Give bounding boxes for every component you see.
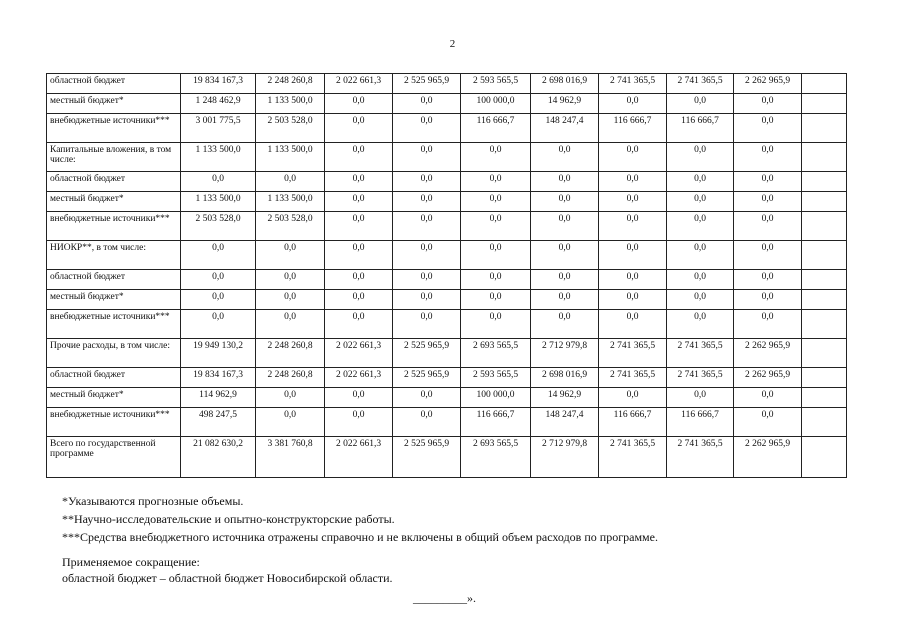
table-cell: 0,0: [734, 388, 802, 408]
row-label: местный бюджет*: [47, 388, 181, 408]
table-cell: 0,0: [667, 94, 734, 114]
table-cell: 14 962,9: [531, 94, 599, 114]
table-cell: 116 666,7: [461, 408, 531, 437]
table-cell: 0,0: [325, 172, 393, 192]
table-cell: 1 133 500,0: [256, 94, 325, 114]
table-row: [47, 437, 847, 478]
row-label: областной бюджет: [47, 172, 181, 192]
table-cell: 0,0: [667, 310, 734, 339]
table-cell: [802, 94, 847, 114]
table-cell: 1 133 500,0: [256, 192, 325, 212]
table-cell: 0,0: [531, 241, 599, 270]
table-cell: 0,0: [325, 270, 393, 290]
table-cell: 2 593 565,5: [461, 74, 531, 94]
table-row: [47, 270, 847, 290]
table-cell: [802, 388, 847, 408]
table-cell: 1 133 500,0: [181, 192, 256, 212]
table-cell: 0,0: [667, 192, 734, 212]
table-cell: 0,0: [393, 388, 461, 408]
table-cell: 0,0: [325, 408, 393, 437]
table-cell: 14 962,9: [531, 388, 599, 408]
table-cell: 0,0: [531, 310, 599, 339]
table-cell: 0,0: [393, 270, 461, 290]
table-row: [47, 368, 847, 388]
table-cell: 0,0: [325, 241, 393, 270]
table-cell: 116 666,7: [667, 114, 734, 143]
table-cell: 1 133 500,0: [181, 143, 256, 172]
table-cell: 0,0: [325, 212, 393, 241]
table-cell: 114 962,9: [181, 388, 256, 408]
table-cell: 2 593 565,5: [461, 368, 531, 388]
row-label: внебюджетные источники***: [47, 114, 181, 143]
table-cell: 0,0: [599, 143, 667, 172]
table-cell: [802, 172, 847, 192]
table-cell: 116 666,7: [599, 408, 667, 437]
table-cell: [802, 408, 847, 437]
table-cell: 2 741 365,5: [667, 339, 734, 368]
table-cell: 0,0: [599, 310, 667, 339]
row-label: Прочие расходы, в том числе:: [47, 339, 181, 368]
table-cell: [802, 310, 847, 339]
table-cell: 0,0: [393, 143, 461, 172]
table-cell: 0,0: [734, 143, 802, 172]
table-cell: 0,0: [181, 290, 256, 310]
table-cell: 148 247,4: [531, 408, 599, 437]
row-label: Всего по государственной программе: [47, 437, 181, 478]
footnote-offbudget: ***Средства внебюджетного источника отражены справочно и не включены в общий объем расходов по программе.: [62, 530, 658, 544]
table-cell: 2 698 016,9: [531, 368, 599, 388]
table-cell: 19 834 167,3: [181, 74, 256, 94]
table-cell: 3 381 760,8: [256, 437, 325, 478]
budget-table: [46, 73, 847, 478]
table-row: [47, 172, 847, 192]
table-cell: 0,0: [393, 212, 461, 241]
table-cell: 0,0: [393, 241, 461, 270]
table-cell: 0,0: [256, 310, 325, 339]
table-cell: 0,0: [734, 290, 802, 310]
table-cell: 2 248 260,8: [256, 339, 325, 368]
table-cell: 0,0: [667, 270, 734, 290]
abbreviation-block: [62, 554, 393, 586]
table-row: [47, 94, 847, 114]
table-cell: 0,0: [667, 212, 734, 241]
row-label: внебюджетные источники***: [47, 310, 181, 339]
table-cell: 2 248 260,8: [256, 74, 325, 94]
table-cell: 2 503 528,0: [181, 212, 256, 241]
table-cell: 0,0: [256, 172, 325, 192]
table-cell: 2 712 979,8: [531, 339, 599, 368]
table-cell: 2 525 965,9: [393, 339, 461, 368]
table-cell: 0,0: [599, 212, 667, 241]
table-cell: 0,0: [531, 143, 599, 172]
row-label: областной бюджет: [47, 368, 181, 388]
table-cell: 2 741 365,5: [667, 368, 734, 388]
table-cell: 2 503 528,0: [256, 212, 325, 241]
table-cell: 0,0: [531, 290, 599, 310]
table-row: [47, 74, 847, 94]
table-cell: [802, 290, 847, 310]
table-row: [47, 310, 847, 339]
table-cell: 498 247,5: [181, 408, 256, 437]
table-cell: 0,0: [256, 241, 325, 270]
table-cell: 2 525 965,9: [393, 437, 461, 478]
abbreviation-title: Применяемое сокращение:: [62, 555, 200, 569]
table-cell: 2 525 965,9: [393, 74, 461, 94]
table-cell: 0,0: [599, 270, 667, 290]
table-cell: 2 741 365,5: [599, 368, 667, 388]
table-cell: 0,0: [393, 408, 461, 437]
table-row: [47, 290, 847, 310]
table-row: [47, 192, 847, 212]
table-cell: 0,0: [181, 310, 256, 339]
table-cell: 2 262 965,9: [734, 368, 802, 388]
table-cell: [802, 114, 847, 143]
table-cell: 0,0: [734, 172, 802, 192]
table-cell: 0,0: [325, 192, 393, 212]
table-cell: 2 248 260,8: [256, 368, 325, 388]
budget-table-body: [47, 74, 847, 478]
table-cell: 19 834 167,3: [181, 368, 256, 388]
table-cell: 0,0: [461, 290, 531, 310]
table-cell: [802, 368, 847, 388]
row-label: местный бюджет*: [47, 290, 181, 310]
footnotes: [62, 492, 658, 546]
table-cell: 0,0: [325, 310, 393, 339]
table-cell: 0,0: [461, 143, 531, 172]
table-cell: 0,0: [599, 192, 667, 212]
table-cell: [802, 212, 847, 241]
table-cell: 2 022 661,3: [325, 368, 393, 388]
table-cell: 0,0: [393, 172, 461, 192]
table-cell: 116 666,7: [599, 114, 667, 143]
table-cell: 0,0: [461, 192, 531, 212]
table-cell: 0,0: [325, 290, 393, 310]
table-cell: 0,0: [599, 388, 667, 408]
table-cell: 0,0: [734, 270, 802, 290]
table-cell: 0,0: [461, 172, 531, 192]
table-cell: 1 248 462,9: [181, 94, 256, 114]
table-cell: 0,0: [599, 241, 667, 270]
table-cell: 116 666,7: [667, 408, 734, 437]
table-cell: 0,0: [531, 270, 599, 290]
abbreviation-text: областной бюджет – областной бюджет Новосибирской области.: [62, 571, 393, 585]
table-cell: 0,0: [393, 94, 461, 114]
table-cell: 2 741 365,5: [599, 74, 667, 94]
table-cell: 100 000,0: [461, 388, 531, 408]
table-cell: 0,0: [667, 241, 734, 270]
table-cell: 0,0: [734, 241, 802, 270]
table-cell: 2 262 965,9: [734, 74, 802, 94]
table-cell: 0,0: [393, 310, 461, 339]
table-cell: [802, 437, 847, 478]
table-cell: 19 949 130,2: [181, 339, 256, 368]
table-row: [47, 241, 847, 270]
table-cell: 0,0: [734, 114, 802, 143]
table-cell: 2 741 365,5: [667, 74, 734, 94]
table-cell: [802, 192, 847, 212]
table-cell: 0,0: [531, 212, 599, 241]
row-label: внебюджетные источники***: [47, 408, 181, 437]
table-cell: 2 022 661,3: [325, 74, 393, 94]
table-cell: 0,0: [325, 143, 393, 172]
table-cell: 0,0: [393, 114, 461, 143]
table-cell: 0,0: [325, 94, 393, 114]
table-cell: [802, 241, 847, 270]
table-cell: 2 698 016,9: [531, 74, 599, 94]
table-row: [47, 339, 847, 368]
table-row: [47, 212, 847, 241]
table-cell: 0,0: [461, 212, 531, 241]
table-cell: 0,0: [531, 172, 599, 192]
table-cell: 0,0: [599, 290, 667, 310]
table-cell: [802, 143, 847, 172]
table-cell: 116 666,7: [461, 114, 531, 143]
row-label: Капитальные вложения, в том числе:: [47, 143, 181, 172]
table-cell: 0,0: [531, 192, 599, 212]
table-cell: 0,0: [667, 143, 734, 172]
table-cell: 0,0: [461, 241, 531, 270]
table-cell: 2 693 565,5: [461, 339, 531, 368]
table-cell: 2 262 965,9: [734, 437, 802, 478]
closing-line: _________».: [413, 591, 476, 605]
footnote-rnd: **Научно-исследовательские и опытно-конструкторские работы.: [62, 512, 395, 526]
table-cell: 0,0: [734, 212, 802, 241]
table-cell: 0,0: [667, 290, 734, 310]
table-cell: 0,0: [256, 388, 325, 408]
table-cell: 2 022 661,3: [325, 437, 393, 478]
table-cell: 0,0: [181, 172, 256, 192]
table-cell: 2 712 979,8: [531, 437, 599, 478]
table-cell: 2 741 365,5: [599, 437, 667, 478]
table-cell: 0,0: [181, 241, 256, 270]
table-cell: 148 247,4: [531, 114, 599, 143]
row-label: местный бюджет*: [47, 94, 181, 114]
table-cell: 0,0: [599, 172, 667, 192]
row-label: местный бюджет*: [47, 192, 181, 212]
table-cell: 0,0: [393, 192, 461, 212]
table-cell: 2 741 365,5: [599, 339, 667, 368]
table-cell: 0,0: [393, 290, 461, 310]
table-cell: 0,0: [734, 192, 802, 212]
table-row: [47, 143, 847, 172]
page-number: 2: [449, 38, 456, 50]
table-cell: [802, 270, 847, 290]
table-cell: 0,0: [599, 94, 667, 114]
table-cell: 2 262 965,9: [734, 339, 802, 368]
footnote-forecast: *Указываются прогнозные объемы.: [62, 494, 244, 508]
table-cell: 0,0: [256, 408, 325, 437]
table-cell: 0,0: [734, 94, 802, 114]
table-cell: 0,0: [325, 388, 393, 408]
table-row: [47, 388, 847, 408]
table-cell: 2 525 965,9: [393, 368, 461, 388]
table-cell: 0,0: [256, 270, 325, 290]
table-row: [47, 408, 847, 437]
table-cell: 2 741 365,5: [667, 437, 734, 478]
table-cell: 0,0: [734, 310, 802, 339]
table-cell: 3 001 775,5: [181, 114, 256, 143]
table-cell: 1 133 500,0: [256, 143, 325, 172]
table-row: [47, 114, 847, 143]
table-cell: 0,0: [181, 270, 256, 290]
table-cell: 100 000,0: [461, 94, 531, 114]
table-cell: 2 503 528,0: [256, 114, 325, 143]
table-cell: 2 022 661,3: [325, 339, 393, 368]
table-cell: 2 693 565,5: [461, 437, 531, 478]
row-label: областной бюджет: [47, 270, 181, 290]
table-cell: 0,0: [461, 310, 531, 339]
table-cell: [802, 74, 847, 94]
table-cell: 0,0: [256, 290, 325, 310]
table-cell: 21 082 630,2: [181, 437, 256, 478]
row-label: НИОКР**, в том числе:: [47, 241, 181, 270]
table-cell: 0,0: [734, 408, 802, 437]
table-cell: 0,0: [667, 172, 734, 192]
row-label: внебюджетные источники***: [47, 212, 181, 241]
table-cell: 0,0: [325, 114, 393, 143]
table-cell: [802, 339, 847, 368]
table-cell: 0,0: [461, 270, 531, 290]
row-label: областной бюджет: [47, 74, 181, 94]
table-cell: 0,0: [667, 388, 734, 408]
